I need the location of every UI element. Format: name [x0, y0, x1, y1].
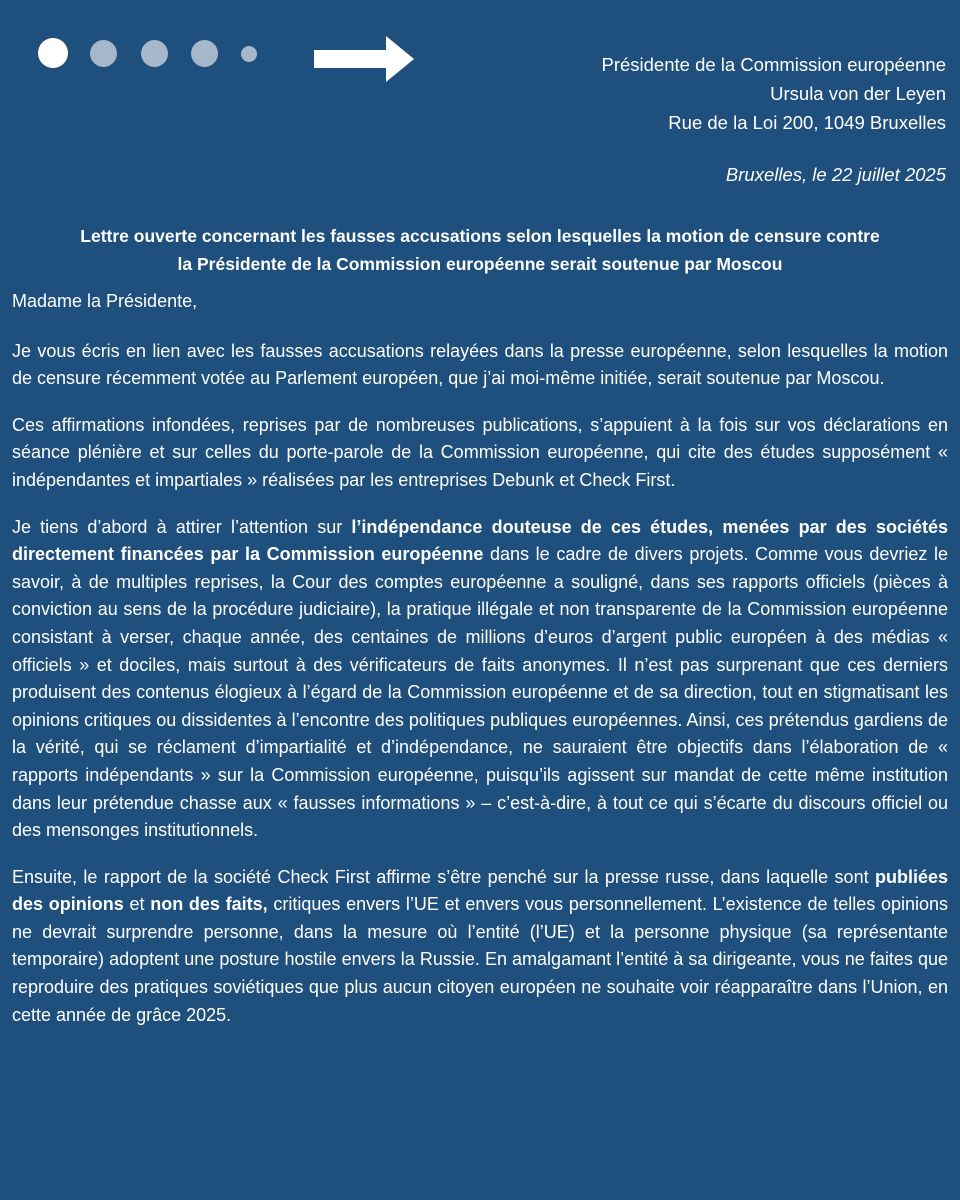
carousel-dot[interactable]	[90, 40, 117, 67]
recipient-name: Ursula von der Leyen	[770, 83, 946, 104]
paragraph-4	[12, 864, 948, 1030]
paragraph-3-text: dans le cadre de divers projets. Comme vous devriez le savoir, à de multiples reprises, la Cour des comptes européenne a souligné, dans ses rapports officiels (pièces à conviction au sens de la procédure judiciaire), la pratique illégale et non transparente de la Commission européenne consistant à verser, chaque année, des centaines de millions d’euros d’argent public européen à des médias « officiels » et dociles, mais surtout à des vérificateurs de faits anonymes. Il n’est pas surprenant que ces derniers produisent des contenus élogieux à l’égard de la Commission européenne et de sa direction, tout en stigmatisant les opinions critiques ou dissidentes à l’encontre des politiques publiques européennes. Ainsi, ces prétendus gardiens de la vérité, qui se réclament d’impartialité et d’indépendance, ne sauraient être objectifs dans l’élaboration de « rapports indépendants » sur la Commission européenne, puisqu’ils agissent sur mandat de cette même institution dans leur prétendue chasse aux « fausses informations » – c’est-à-dire, à tout ce qui s’écarte du discours officiel ou des mensonges institutionnels.	[12, 544, 948, 841]
carousel-dot[interactable]	[191, 40, 218, 67]
paragraph-2: Ces affirmations infondées, reprises par de nombreuses publications, s’appuient à la fois sur vos déclarations en séance plénière et sur celles du porte-parole de la Commission européenne, qui cite des études supposément « indépendantes et impartiales » réalisées par les entreprises Debunk et Check First.	[12, 414, 948, 490]
letter-body	[12, 288, 948, 1048]
paragraph-4-emphasis: non des faits,	[150, 894, 268, 915]
letter-date: Bruxelles, le 22 juillet 2025	[725, 164, 946, 185]
salutation: Madame la Présidente,	[12, 291, 198, 311]
paragraph-1: Je vous écris en lien avec les fausses accusations relayées dans la presse européenne, selon lesquelles la motion de censure récemment votée au Parlement européen, que j’ai moi-même initiée, serait soutenue par Moscou.	[12, 340, 948, 389]
recipient-title: Présidente de la Commission européenne	[601, 54, 946, 75]
paragraph-3-text: Je tiens d’abord à attirer l’attention sur	[12, 516, 352, 537]
paragraph-3	[12, 514, 948, 845]
paragraph-4-text: Ensuite, le rapport de la société Check First affirme s’être penché sur la presse russe, dans laquelle sont	[12, 866, 875, 887]
recipient-street: Rue de la Loi 200, 1049 Bruxelles	[668, 112, 946, 133]
carousel-dot[interactable]	[241, 46, 257, 62]
subject-line-1: Lettre ouverte concernant les fausses accusations selon lesquelles la motion de censure contre	[80, 226, 880, 246]
letter-subject	[0, 222, 960, 278]
paragraph-4-text: et	[123, 894, 151, 915]
carousel-dot[interactable]	[141, 40, 168, 67]
paragraph-3-emphasis: l’indépendance douteuse de ces études, menées par des sociétés directement financées par la Commission européenne	[12, 516, 948, 565]
paragraph-4-text: critiques envers l’UE et envers vous personnellement. L’existence de telles opinions ne devrait surprendre personne, dans la mesure où l’entité (l’UE) et la personne physique (sa représentante temporaire) adoptent une posture hostile envers la Russie. En amalgamant l’entité à sa dirigeante, vous ne faites que reproduire des pratiques soviétiques que plus aucun citoyen européen ne souhaite voir réapparaître dans l’Union, en cette année de grâce 2025.	[12, 894, 948, 1025]
carousel-dot-active[interactable]	[38, 38, 68, 68]
recipient-address	[601, 50, 946, 137]
carousel-indicator	[38, 36, 438, 82]
arrow-right-icon[interactable]	[314, 36, 418, 82]
paragraph-4-emphasis: publiées des opinions	[12, 866, 948, 915]
subject-line-2: la Présidente de la Commission européenne serait soutenue par Moscou	[177, 254, 783, 274]
